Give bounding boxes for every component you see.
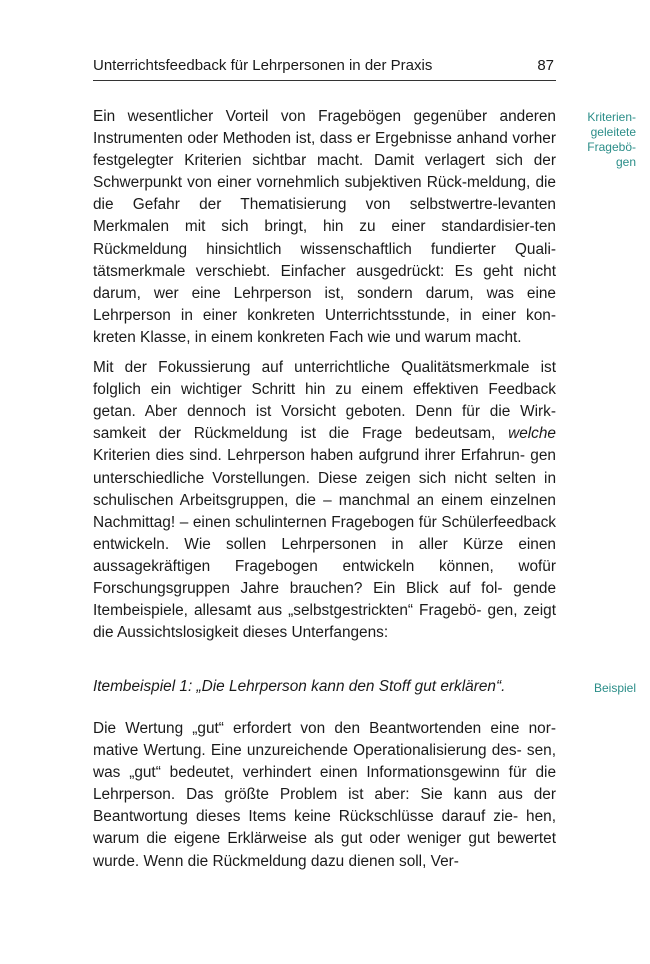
paragraph-1-part: levanten Merkmalen mit sich bringt, hin zu einer standardisier- bbox=[93, 196, 556, 236]
main-text bbox=[93, 106, 556, 644]
paragraph-1-part: tätsmerkmale verschiebt. Einfacher ausgedrückt: Es geht nicht darum, wer eine Lehrperson ist, sondern darum, was eine Lehrperson in einer konkreten Unterrichtsstunde, in einer kon- bbox=[93, 262, 556, 324]
page-number: 87 bbox=[537, 57, 554, 74]
margin-note-line: geleitete bbox=[590, 125, 636, 139]
emphasis-welche: welche bbox=[508, 425, 556, 443]
margin-note-criteria bbox=[546, 110, 636, 170]
margin-note-line: gen bbox=[615, 155, 636, 169]
paragraph-1 bbox=[93, 106, 556, 349]
running-header bbox=[93, 56, 556, 81]
margin-note-line: Kriterien- bbox=[587, 110, 636, 124]
paragraph-1-part: meldung, die die Gefahr der Thematisierung von selbstwertre- bbox=[93, 174, 556, 214]
paragraph-1-part: ten Rückmeldung hinsichtlich wissenschaftlich fundierter Quali- bbox=[93, 218, 556, 258]
paragraph-3: Die Wertung „gut“ erfordert von den Beantwortenden eine nor- mative Wertung. Eine unzureichende Operationalisierung des- sen, was „gut“ bedeutet, verhindert einen Informationsgewinn für die Lehrperson. Das größte Problem ist aber: Sie kann aus der Beantwortung dieses Items keine Rückschlüsse darauf zie- hen, warum die eigene Erklärweise als gut oder weniger gut bewertet wurde. Wenn die Rückmeldung dazu dienen soll, Ver- bbox=[93, 720, 556, 870]
paragraph-1-part: Ein wesentlicher Vorteil von Fragebögen gegenüber anderen Instrumenten oder Methoden ist, dass er Ergebnisse anhand vorher festgelegter Kriterien sichtbar macht. Damit verlagert sich der Schwerpunkt von einer vornehmlich subjektiven Rück- bbox=[93, 108, 556, 192]
margin-note-line: Fragebö- bbox=[587, 140, 636, 154]
main-text-continued bbox=[93, 718, 556, 873]
paragraph-1-part: kreten Klasse, in einem konkreten Fach wie und warum macht. bbox=[93, 328, 522, 346]
paragraph-2 bbox=[93, 357, 556, 644]
example-item: Itembeispiel 1: „Die Lehrperson kann den Stoff gut erklären“. bbox=[93, 678, 506, 695]
paragraph-2-start: Mit der Fokussierung auf unterrichtliche Qualitätsmerkmale ist folglich ein wichtiger Schritt hin zu einem effektiven Feedback getan. Aber dennoch ist Vorsicht geboten. Denn für die Wirk- samkeit der Rückmeldung ist die Frage bedeutsam, bbox=[93, 359, 556, 443]
running-title: Unterrichtsfeedback für Lehrpersonen in der Praxis bbox=[93, 57, 433, 74]
margin-note-example: Beispiel bbox=[593, 681, 636, 695]
paragraph-2-end: Kriterien dies sind. Lehrperson haben aufgrund ihrer Erfahrun- gen unterschiedliche Vorstellungen. Diese zeigen sich nicht selten in schulischen Arbeitsgruppen, die – manchmal an einem einzelnen Nachmittag! – einen schulinternen Fragebogen für Schülerfeedback entwickeln. Wie sollen Lehrpersonen in aller Kürze einen aussagekräftigen Fragebogen entwickeln können, wofür Forschungsgruppen Jahre brauchen? Ein Blick auf fol- gende Itembeispiele, allesamt aus „selbstgestrickten“ Fragebö- gen, zeigt die Aussichtslosigkeit dieses Unterfangens: bbox=[93, 447, 556, 642]
